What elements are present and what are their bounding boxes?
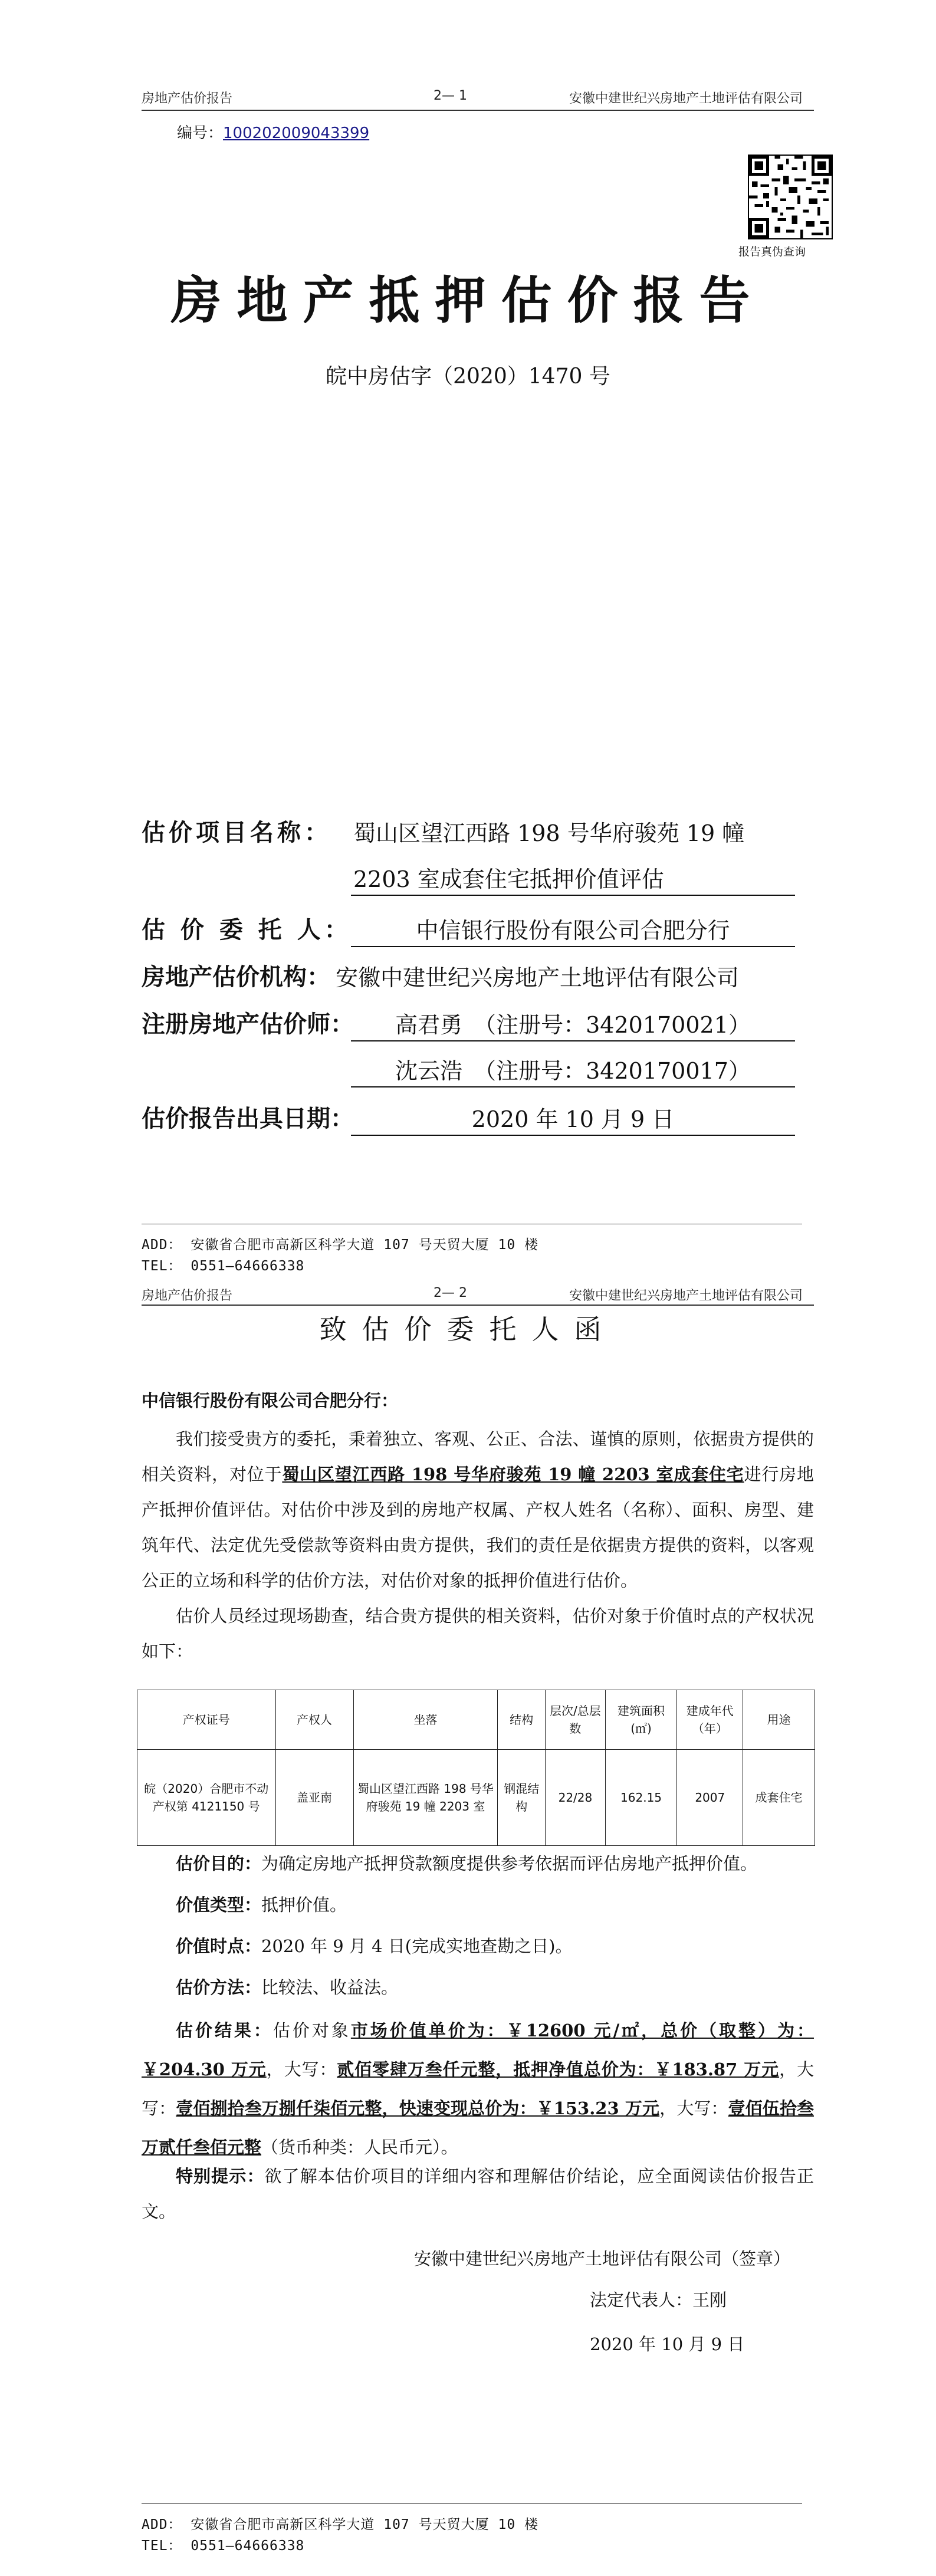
client-value: 中信银行股份有限公司合肥分行 bbox=[351, 912, 795, 947]
table-header: 坐落 bbox=[353, 1690, 498, 1750]
intro-paragraph: 我们接受贵方的委托，秉着独立、客观、公正、合法、谨慎的原则，依据贵方提供的相关资料，对位于蜀山区望江西路 198 号华府骏苑 19 幢 2203 室成套住宅进行房地产抵押价值评估。对估价中涉及到的房地产权属、产权人姓名（名称）、面积、房型、建筑年代、法定优先受偿款等资料由贵方提供，我们的责任是依据贵方提供的资料，以客观公正的立场和科学的估价方法，对估价对象的抵押价值进行估价。 bbox=[142, 1429, 814, 1591]
footer-address: ADD： 安徽省合肥市高新区科学大道 107 号天贸大厦 10 楼 bbox=[142, 2517, 539, 2532]
page-header-left: 房地产估价报告 bbox=[142, 1289, 233, 1303]
report-title: 房地产抵押估价报告 bbox=[170, 271, 766, 330]
page-header-company: 安徽中建世纪兴房地产土地评估有限公司 bbox=[569, 1289, 803, 1303]
footer-address: ADD： 安徽省合肥市高新区科学大道 107 号天贸大厦 10 楼 bbox=[142, 1237, 539, 1253]
header-divider bbox=[142, 110, 814, 111]
footer-phone: TEL： 0551—64666338 bbox=[142, 2538, 305, 2554]
table-header: 产权证号 bbox=[137, 1690, 276, 1750]
purpose-line: 估价目的：为确定房地产抵押贷款额度提供参考依据而评估房地产抵押价值。 bbox=[176, 1854, 758, 1874]
page-header-number: 2— 1 bbox=[433, 88, 467, 103]
table-header: 产权人 bbox=[275, 1690, 353, 1750]
page-header-company: 安徽中建世纪兴房地产土地评估有限公司 bbox=[569, 91, 803, 106]
appraiser-2: 沈云浩 （注册号：3420170017） bbox=[351, 1053, 795, 1087]
appraiser-1: 高君勇 （注册号：3420170021） bbox=[351, 1007, 795, 1041]
serial-number bbox=[177, 121, 369, 143]
table-cell: 盖亚南 bbox=[275, 1750, 353, 1846]
qr-code[interactable] bbox=[748, 155, 833, 239]
survey-paragraph: 估价人员经过现场勘查，结合贵方提供的相关资料，估价对象于价值时点的产权状况如下： bbox=[142, 1606, 814, 1661]
appraiser-label: 注册房地产估价师： bbox=[142, 1010, 354, 1038]
project-name-label: 估价项目名称： bbox=[142, 819, 331, 846]
table-header: 建成年代（年） bbox=[677, 1690, 743, 1750]
page-header-left: 房地产估价报告 bbox=[142, 91, 233, 106]
table-cell: 蜀山区望江西路 198 号华府骏苑 19 幢 2203 室 bbox=[353, 1750, 498, 1846]
qr-caption: 报告真伪查询 bbox=[738, 245, 806, 258]
value-date-line: 价值时点：2020 年 9 月 4 日(完成实地查勘之日)。 bbox=[176, 1936, 573, 1956]
issue-date-value: 2020 年 10 月 9 日 bbox=[351, 1101, 795, 1136]
salutation: 中信银行股份有限公司合肥分行： bbox=[142, 1391, 399, 1411]
table-cell: 皖（2020）合肥市不动产权第 4121150 号 bbox=[137, 1750, 276, 1846]
value-type-line: 价值类型：抵押价值。 bbox=[176, 1895, 347, 1915]
footer-divider bbox=[142, 2503, 802, 2504]
table-header: 建筑面积(㎡) bbox=[605, 1690, 677, 1750]
special-notice: 特别提示：欲了解本估价项目的详细内容和理解估价结论，应全面阅读估价报告正文。 bbox=[142, 2166, 814, 2222]
client-label: 估 价 委 托 人： bbox=[142, 916, 352, 944]
table-cell: 2007 bbox=[677, 1750, 743, 1846]
table-cell: 162.15 bbox=[605, 1750, 677, 1846]
project-name-value-line2: 2203 室成套住宅抵押价值评估 bbox=[351, 861, 795, 896]
document-number: 皖中房估字（2020）1470 号 bbox=[326, 364, 610, 389]
signature-company: 安徽中建世纪兴房地产土地评估有限公司（签章） bbox=[413, 2249, 790, 2269]
table-header: 用途 bbox=[743, 1690, 815, 1750]
valuation-result: 估价结果：估价对象市场价值单价为：￥12600 元/㎡，总价（取整）为：￥204.30 万元，大写：贰佰零肆万叁仟元整，抵押净值总价为：￥183.87 万元，大写：壹佰捌拾叁万捌仟柒佰元整，快速变现总价为：￥153.23 万元，大写：壹佰伍拾叁万贰仟叁佰元整（货币种类：人民币元）。 bbox=[142, 2020, 814, 2157]
table-cell: 22/28 bbox=[546, 1750, 605, 1846]
serial-label: 编号： bbox=[177, 124, 224, 142]
table-header: 结构 bbox=[498, 1690, 546, 1750]
agency-label: 房地产估价机构： bbox=[142, 963, 330, 991]
table-header: 层次/总层数 bbox=[546, 1690, 605, 1750]
serial-value[interactable]: 100202009043399 bbox=[223, 124, 370, 142]
page-header-number: 2— 2 bbox=[433, 1286, 467, 1300]
issue-date-label: 估价报告出具日期： bbox=[142, 1105, 354, 1132]
project-name-value-line1: 蜀山区望江西路 198 号华府骏苑 19 幢 bbox=[353, 820, 745, 846]
property-address: 蜀山区望江西路 198 号华府骏苑 19 幢 2203 室成套住宅 bbox=[282, 1464, 744, 1484]
agency-value: 安徽中建世纪兴房地产土地评估有限公司 bbox=[336, 965, 740, 991]
legal-representative: 法定代表人：王刚 bbox=[590, 2290, 727, 2310]
signature-date: 2020 年 10 月 9 日 bbox=[590, 2334, 745, 2354]
footer-phone: TEL： 0551—64666338 bbox=[142, 1259, 305, 1274]
method-line: 估价方法：比较法、收益法。 bbox=[176, 1977, 399, 1997]
letter-title: 致估价委托人函 bbox=[319, 1313, 617, 1345]
table-cell: 成套住宅 bbox=[743, 1750, 815, 1846]
property-rights-table bbox=[137, 1690, 815, 1846]
table-cell: 钢混结构 bbox=[498, 1750, 546, 1846]
header-divider bbox=[142, 1305, 814, 1306]
table-row bbox=[137, 1750, 815, 1846]
